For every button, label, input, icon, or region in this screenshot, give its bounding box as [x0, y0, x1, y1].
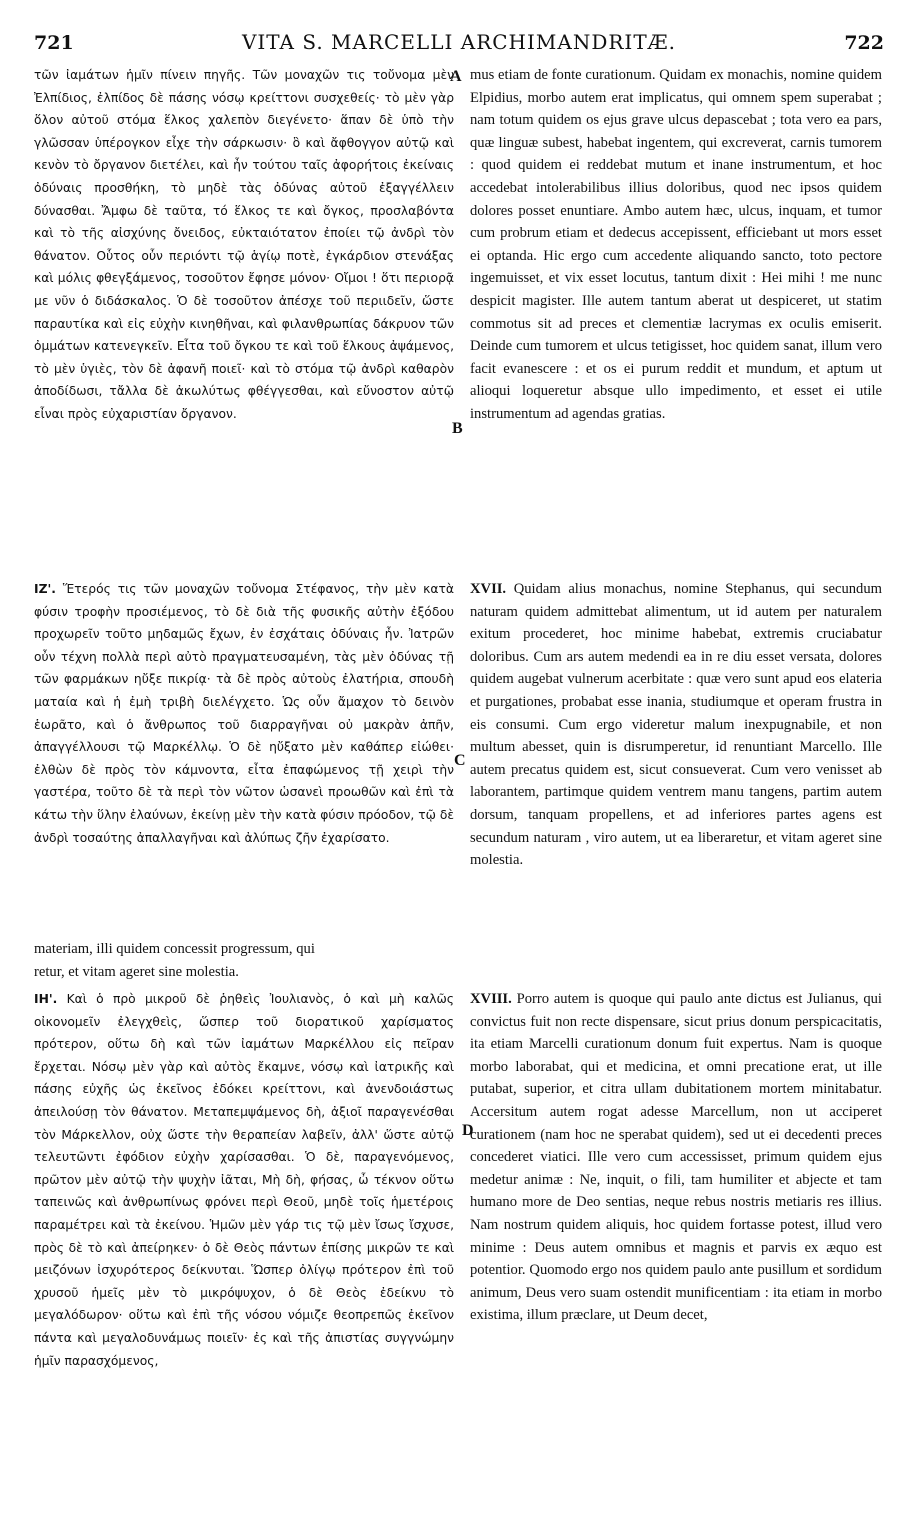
greek-column-section-17	[34, 578, 454, 849]
running-title: VITA S. MARCELLI ARCHIMANDRITÆ.	[241, 30, 677, 54]
latin-column-top	[470, 64, 882, 426]
greek-column-section-18	[34, 988, 454, 1372]
latin-column-section-18	[470, 988, 882, 1327]
latin-paragraph-17	[470, 578, 882, 872]
greek-column-top	[34, 64, 454, 426]
latin-paragraph-1: mus etiam de fonte curationum. Quidam ex monachis, nomine quidem Elpidius, morbo autem erat implicatus, qui omnem spem superabat ; nam totum quidem os ejus grave ulcus depascebat ; tota vero ea pars, quæ linguæ subest, habebat ingentem, qui excreverat, carnis tumorem : quod quidem ei reddebat mutum et inane instrumentum, et hoc accedebat intolerabilibus illius doloribus, quod nec ipsos quidem dolores posset enuntiare. Ambo autem hæc, ulcus, inquam, et tumor cum probrum etiam et dedecus accepissent, efficiebant ut mors esset ei optanda. Hic ergo cum accedente aliquando sancto, toto pectore ingemuisset, et vix esset locutus, tantum dixit : Hei mihi ! me nunc despicit magister. Ille autem tantum aberat ut despiceret, ut statim commotus sit ad preces et clementiæ lacrymas ex oculis emiserit. Deinde cum tumorem et ulcus tetigisset, hoc quidem sanat, illum vero facit evanescere : et os ei purum reddit et mundum, et aptum ut alioqui loqueretur absque ullo impedimento, et esset ei utile instrumentum ad agendas gratias.	[470, 67, 882, 422]
greek-paragraph-17	[34, 578, 454, 849]
margin-marker-d: D	[462, 1122, 474, 1139]
section-number-18-latin: XVIII.	[470, 991, 512, 1007]
latin-column-section-17	[470, 578, 882, 872]
latin-wrap-line-2: retur, et vitam ageret sine molestia.	[34, 963, 239, 980]
section-number-17-greek: ΙΖ'.	[34, 582, 56, 596]
section-number-17-latin: XVII.	[470, 581, 507, 597]
section-number-18-greek: ΙΗ'.	[34, 992, 58, 1006]
latin-wrap-line-1: materiam, illi quidem concessit progressum, qui	[34, 941, 315, 957]
latin-paragraph-17-text: Quidam alius monachus, nomine Stephanus, qui secundum naturam quidem admittebat alimentum, ut id autem per naturalem exitum procederet, hoc minime habebat, extremis cruciabatur doloribus. Cum ars autem medendi ea in re diu esset versata, dolores quidem augebat vulnerum acerbitate : quæ vero sunt apud eos elateria et purgationes, probabat esse inania, studiumque et operam frustra in eis consumi. Cum ergo videretur malum inexpugnabile, et non multum abesset, quin is disrumperetur, id renuntiant Marcello. Ille autem precatus quidem est, sicut consueverat. Cum vero venisset ab laborantem, partimque quidem ventrem manu tangens, partim autem dorsum, tanquam propellens, et ad inferiores partes agens est secundum naturam , viro autem, ut ea liberaretur, et vitam ageret sine molestia.	[470, 581, 882, 869]
latin-wrap-lines	[34, 938, 454, 983]
page-number-right: 722	[844, 32, 884, 54]
margin-marker-a: A	[450, 68, 462, 85]
greek-paragraph-18-text: Καὶ ὁ πρὸ μικροῦ δὲ ῥηθεὶς Ἰουλιανὸς, ὁ καὶ μὴ καλῶς οἰκονομεῖν ἐλεγχθεὶς, ὥσπερ τοῦ διορατικοῦ χαρίσματος πρότερον, οὕτω δὴ καὶ τῶν ἰαμάτων Μαρκέλλου εἰς πεῖραν ἔρχεται. Νόσῳ μὲν γὰρ καὶ αὐτὸς ἔκαμνε, νόσῳ καὶ ἰατρικῆς καὶ πάσης εὐχῆς ὡς ἐκεῖνος ἐδόκει κρείττονι, καὶ ἀνενδοιάστως ἀπειλούσῃ τὸν θάνατον. Μεταπεμψάμενος δὴ, ἀξιοῖ παραγενέσθαι τὸν Μάρκελλον, οὐχ ὥστε τὴν θεραπείαν λαβεῖν, ἀλλ' ὥστε αὐτῷ τελευτῶντι ἐφόδιον εὐχὴν χαρίσασθαι. Ὁ δὲ, παραγενόμενος, πρῶτον μὲν αὐτῷ τὴν ψυχὴν ἰᾶται, Μὴ δὴ, φήσας, ὦ τέκνον οὕτω ταπεινῶς καὶ ἀνθρωπίνως φρόνει περὶ Θεοῦ, μηδὲ τοῖς ἡμετέροις παραμέτρει καὶ τὰ ἐκείνου. Ἡμῶν μὲν γάρ τις τῷ μὲν ἴσως ἴσχυσε, πρὸς δὲ τὸ καὶ ἀπείρηκεν· ὁ δὲ Θεὸς πάντων ἐπίσης μικρῶν τε καὶ μειζόνων ἰσχυρότερος δείκνυται. Ὥσπερ ὀλίγῳ πρότερον ἐπὶ τοῦ χρυσοῦ ἡμεῖς μὲν τὸ μικρόψυχον, ὁ δὲ Θεὸς ἐδείκνυ τὸ μεγαλόδωρον· οὕτω καὶ ἐπὶ τῆς νόσου νόμιζε θεοπρεπῶς ἐκεῖνον πάντα καὶ μεγαλοδυνάμως ποιεῖν· ἐς καὶ τῆς ἀπιστίας συγγνώμην ἡμῖν παρασχόμενος,	[34, 992, 454, 1368]
greek-paragraph-1: τῶν ἰαμάτων ἡμῖν πίνειν πηγῆς. Τῶν μοναχῶν τις τοὔνομα μὲν Ἐλπίδιος, ἐλπίδος δὲ πάσης νόσῳ κρείττονι συσχεθείς· τὸ μὲν γὰρ ὅλον αὐτοῦ στόμα ἕλκος χαλεπὸν διεγένετο· ἅπαν δὲ ὑπὸ τὴν γλῶσσαν ὑπέρογκον εἶχε τὴν σάρκωσιν· ὃ καὶ ἄφθογγον αὐτῷ καὶ κενὸν τὸ ὄργανον διετέλει, καὶ ἦν τούτου ταῖς ἀφορήτοις ἐκείναις ὀδύναις προσθήκη, τὸ μηδὲ τὰς ὀδύνας αὐτοῦ ἐξαγγέλλειν δύνασθαι. Ἄμφω δὲ ταῦτα, τό ἕλκος τε καὶ ὄγκος, προσλαβόντα καὶ τὸ τῆς αἰσχύνης ὄνειδος, εὐκταιότατον ἐποίει τῷ ἀνδρὶ τὸν θάνατον. Οὗτος οὖν περιόντι τῷ ἁγίῳ ποτὲ, ἐγκάρδιον στενάξας καὶ μόλις φθεγξάμενος, τοσοῦτον ἔφησε μόνον· Οἴμοι ! ὅτι περιορᾷ με νῦν ὁ διδάσκαλος. Ὁ δὲ τοσοῦτον ἀπέσχε τοῦ περιιδεῖν, ὥστε παραυτίκα καὶ εἰς εὐχὴν κινηθῆναι, καὶ φιλανθρωπίας δάκρυον τῶν ὀμμάτων κατενεγκεῖν. Εἶτα τοῦ ὄγκου τε καὶ τοῦ ἕλκους ἀψάμενος, τὸ μὲν ὑγιὲς, τὸν δὲ ἀφανῆ ποιεῖ· καὶ τὸ στόμα τῷ ἀνδρὶ καθαρὸν ἀποδίδωσι, τἄλλα δὲ ἀκωλύτως φθέγγεσθαι, καὶ εὔνοστον αὐτῷ εἶναι πρὸς εὐχαριστίαν ὄργανον.	[34, 68, 454, 421]
latin-paragraph-18-text: Porro autem is quoque qui paulo ante dictus est Julianus, qui convictus fuit non recte dispensare, sicut prius donum perspicacitatis, ita etiam Marcelli curationum donum fuit expertus. Nam is quoque morbo laborabat, qui et medicina, et omni precatione erat, ut ille putabat, superior, et citra ullam dubitationem mortem minitabatur. Accersitum autem rogat adesse Marcellum, non ut acciperet curationem (nam hoc ne sperabat quidem), sed ut ei decedenti preces concederet viatici. Ille vero cum accessisset, primum quidem ejus medetur animæ : Ne, inquit, o fili, tam humiliter et abjecte et tam humano more de Deo sentias, neque rebus nostris metiaris res illius. Nam nostrum quidem aliquis, hoc quidem fortasse potest, illud vero minime : Deus autem omnibus et magnis et parvis ex æquo est potentior. Quomodo ergo nos quidem paulo ante pusillum et sordidum animum, Deus vero suam ostendit munificentiam : ita etiam in morbo existima, illum præclare, ut Deum decet,	[470, 991, 882, 1324]
page-number-left: 721	[34, 32, 74, 54]
margin-marker-c: C	[454, 752, 466, 769]
margin-marker-b: B	[452, 420, 463, 437]
page-header	[0, 0, 918, 60]
greek-paragraph-18	[34, 988, 454, 1372]
latin-paragraph-18	[470, 988, 882, 1327]
greek-paragraph-17-text: Ἕτερός τις τῶν μοναχῶν τοὔνομα Στέφανος, τὴν μὲν κατὰ φύσιν τροφὴν προσιέμενος, τὸ δὲ διὰ τῆς φυσικῆς αὐτὴν ἐξόδου προχωρεῖν τοῦτο μηδαμῶς ἔχων, ἐν ἐσχάταις ὀδύναις ἦν. Ἰατρῶν οὖν τέχνη πολλὰ περὶ αὐτὸ πραγματευσαμένη, τὰς μὲν ὀδύνας τῇ τῶν φαρμάκων ηὔξε πικρίᾳ· τὰ δὲ πρὸς αὐτοὺς ἐλατήρια, σπουδὴ ματαία καὶ ἡ ἐμὴ τριβὴ διελέγχετο. Ὡς οὖν ἄμαχον τὸ δεινὸν ἑωρᾶτο, καὶ ὁ ἄνθρωπος τοῦ διαρραγῆναι οὐ μακρὰν ἀπῆν, ἀπαγγέλλουσι τῷ Μαρκέλλῳ. Ὁ δὲ ηὔξατο μὲν καθάπερ εἰώθει· ἐλθὼν δὲ πρὸς τὸν κάμνοντα, εἶτα ἐπαφώμενος τῇ χειρὶ τὴν γαστέρα, τοῦτο δὲ τὰ περὶ τὸν νῶτον ὡσανεὶ προωθῶν καὶ ἐπὶ τὰ κάτω τὴν ὕλην ἐλαύνων, ἐκείνῃ μὲν τὴν κατὰ φύσιν πρόοδον, τῷ δὲ ἀνδρὶ τοσαύτης ἀπαλλαγῆναι καὶ ἀλύπως ζῆν ἐχαρίσατο.	[34, 582, 454, 845]
